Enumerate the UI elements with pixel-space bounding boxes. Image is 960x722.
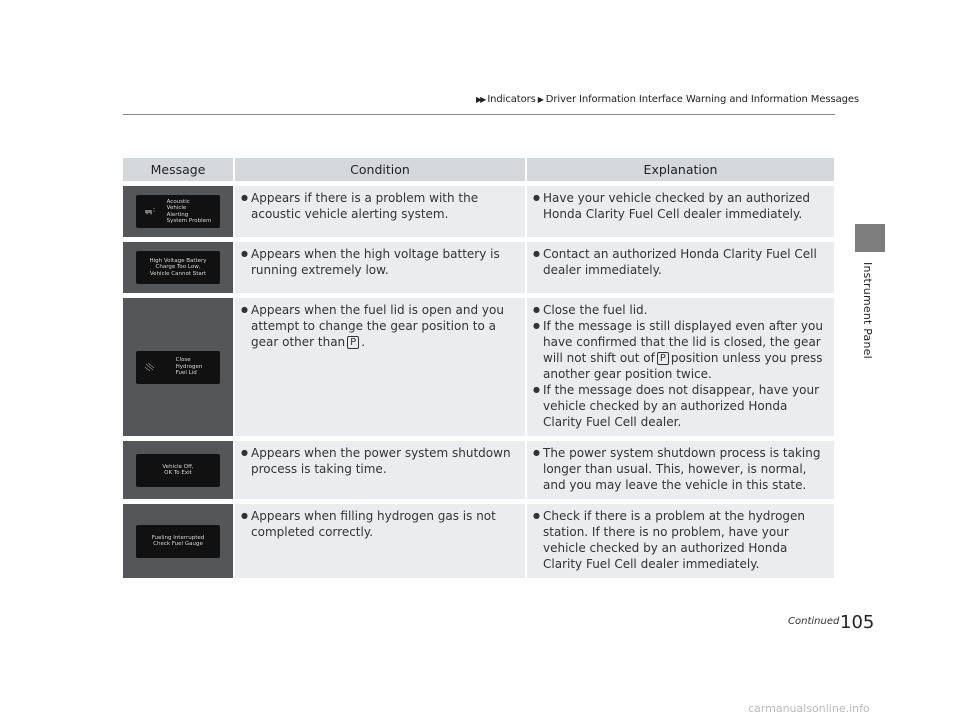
continued-label: Continued xyxy=(788,616,840,627)
explanation-item: ● Check if there is a problem at the hydrogen station. If there is no problem, have your vehicle checked by an authorized Honda Clarity Fuel Cell dealer immediately. xyxy=(533,508,828,572)
speaker-car-icon xyxy=(144,206,156,216)
page-number: 105 xyxy=(840,612,875,633)
table-row xyxy=(123,436,834,499)
table-row xyxy=(123,181,834,237)
condition-cell xyxy=(235,293,527,436)
section-tab xyxy=(855,224,885,252)
screen-text: High Voltage Battery Charge Too Low, Vehicle Cannot Start xyxy=(149,257,207,277)
table-row xyxy=(123,237,834,293)
explanation-item: ● Have your vehicle checked by an authorized Honda Clarity Fuel Cell dealer immediately. xyxy=(533,190,828,222)
explanation-item: ● The power system shutdown process is taking longer than usual. This, however, is normal, and you may leave the vehicle in this state. xyxy=(533,445,828,493)
explanation-cell xyxy=(527,237,834,293)
header-condition: Condition xyxy=(235,158,527,181)
explanation-cell xyxy=(527,293,834,436)
message-screen xyxy=(136,454,220,487)
double-arrow-icon: ▶▶ xyxy=(476,95,485,104)
screen-text: Acoustic Vehicle Alerting System Problem xyxy=(166,198,212,224)
explanation-item: ● Contact an authorized Honda Clarity Fuel Cell dealer immediately. xyxy=(533,246,828,278)
message-screen xyxy=(136,525,220,558)
message-image-cell xyxy=(123,181,235,237)
table-header-row xyxy=(123,158,834,181)
breadcrumb-topic[interactable]: Driver Information Interface Warning and Information Messages xyxy=(545,94,860,105)
gear-p-icon: P xyxy=(347,336,359,349)
explanation-item: ● Close the fuel lid. xyxy=(533,302,828,318)
condition-item: ● Appears when the power system shutdown process is taking time. xyxy=(241,445,519,477)
breadcrumb-section[interactable]: Indicators xyxy=(487,94,536,105)
table-row xyxy=(123,293,834,436)
header-message: Message xyxy=(123,158,235,181)
message-image-cell xyxy=(123,499,235,578)
condition-cell xyxy=(235,237,527,293)
condition-cell xyxy=(235,436,527,499)
condition-item: ● Appears when the high voltage battery is running extremely low. xyxy=(241,246,519,278)
header-rule xyxy=(123,114,835,115)
message-image-cell xyxy=(123,436,235,499)
message-table xyxy=(123,158,834,578)
screen-text: Close Hydrogen Fuel Lid xyxy=(175,357,203,377)
fuel-lid-icon xyxy=(144,362,156,372)
message-image-cell xyxy=(123,293,235,436)
breadcrumb xyxy=(476,94,859,105)
message-screen xyxy=(136,251,220,284)
message-image-cell xyxy=(123,237,235,293)
table-row xyxy=(123,499,834,578)
screen-text: Fueling Interrupted Check Fuel Gauge xyxy=(151,534,205,547)
explanation-cell xyxy=(527,436,834,499)
message-screen xyxy=(136,351,220,384)
condition-item: ● Appears if there is a problem with the acoustic vehicle alerting system. xyxy=(241,190,519,222)
condition-item: ● Appears when filling hydrogen gas is not completed correctly. xyxy=(241,508,519,540)
condition-cell xyxy=(235,499,527,578)
watermark: carmanualsonline.info xyxy=(748,702,870,715)
condition-item: ● Appears when the fuel lid is open and you attempt to change the gear position to a gear other than P . xyxy=(241,302,519,350)
explanation-item: ● If the message does not disappear, have your vehicle checked by an authorized Honda Clarity Fuel Cell dealer. xyxy=(533,382,828,430)
explanation-item: ● If the message is still displayed even after you have confirmed that the lid is closed, the gear will not shift out of P position unless you press another gear position twice. xyxy=(533,318,828,382)
explanation-cell xyxy=(527,181,834,237)
section-label: Instrument Panel xyxy=(861,262,874,359)
message-screen xyxy=(136,195,220,228)
gear-p-icon: P xyxy=(657,352,669,365)
screen-text: Vehicle Off, OK To Exit xyxy=(162,463,194,476)
arrow-icon: ▶ xyxy=(537,95,544,104)
explanation-cell xyxy=(527,499,834,578)
header-explanation: Explanation xyxy=(527,158,834,181)
condition-cell xyxy=(235,181,527,237)
